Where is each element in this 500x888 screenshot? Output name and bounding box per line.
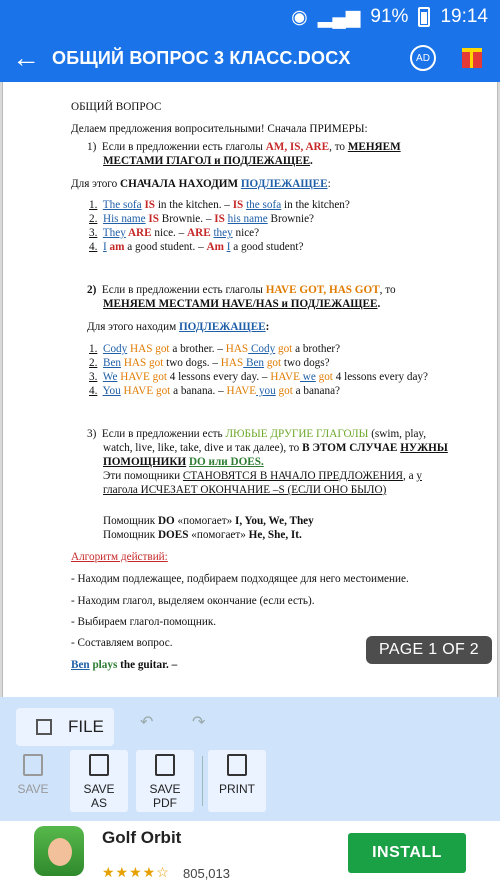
- algorithm-step-3: - Выбираем глагол-помощник.: [71, 616, 217, 628]
- rule-2-intro: Для этого находим ПОДЛЕЖАЩЕЕ:: [87, 321, 270, 333]
- save-as-button[interactable]: SAVE AS: [70, 750, 128, 812]
- helper-does: Помощник DOES «помогает» He, She, It.: [103, 529, 302, 541]
- document-title: ОБЩИЙ ВОПРОС 3 КЛАСС.DOCX: [52, 47, 351, 68]
- toolbar-divider: [202, 756, 203, 806]
- download-icon: [23, 754, 43, 776]
- back-arrow-icon[interactable]: ←: [12, 42, 40, 73]
- algorithm-title: Алгоритм действий:: [71, 551, 168, 563]
- algorithm-step-1: - Находим подлежащее, подбираем подходящее для него местоимение.: [71, 573, 409, 585]
- redo-icon[interactable]: ↷: [192, 714, 206, 731]
- clock: 19:14: [440, 6, 488, 27]
- doc-intro: Делаем предложения вопросительными! Сначала ПРИМЕРЫ:: [71, 123, 368, 135]
- file-tab-label: FILE: [68, 717, 104, 736]
- rule-3-line-1: 3) Если в предложении есть ЛЮБЫЕ ДРУГИЕ ГЛАГОЛЫ (swim, play,: [87, 428, 427, 440]
- example-last: Ben plays the guitar. –: [71, 659, 178, 671]
- example-2-1: 1. Cody HAS got a brother. – HAS Cody got a brother?: [89, 343, 341, 355]
- rule-3-line-4: Эти помощники СТАНОВЯТСЯ В НАЧАЛО ПРЕДЛОЖЕНИЯ, а у: [103, 470, 422, 482]
- save-pdf-button[interactable]: SAVE PDF: [136, 750, 194, 812]
- save-button[interactable]: SAVE: [4, 750, 62, 812]
- gift-icon[interactable]: [462, 48, 482, 68]
- rule-3-line-2: watch, live, like, take, dive и так далее), то В ЭТОМ СЛУЧАЕ НУЖНЫ: [103, 442, 448, 454]
- page-indicator: PAGE 1 OF 2: [366, 636, 492, 664]
- document-viewport[interactable]: [0, 82, 500, 697]
- doc-heading: ОБЩИЙ ВОПРОС: [71, 101, 162, 113]
- floppy-disk-icon: [89, 754, 109, 776]
- pdf-icon: [155, 754, 175, 776]
- undo-icon[interactable]: ↶: [140, 714, 154, 731]
- signal-icon: ▂▄▆: [317, 6, 361, 28]
- rating-count: 805,013: [183, 866, 230, 881]
- rule-1-intro: Для этого СНАЧАЛА НАХОДИМ ПОДЛЕЖАЩЕЕ:: [71, 178, 331, 190]
- example-1-4: 4. I am a good student. – Am I a good student?: [89, 241, 304, 253]
- document-page: [2, 82, 498, 697]
- golf-orbit-app-icon[interactable]: [34, 826, 84, 876]
- app-bar: [0, 34, 500, 82]
- rule-1-line-1: 1) Если в предложении есть глаголы AM, IS, ARE, то МЕНЯЕМ: [87, 141, 401, 153]
- rule-2-line-2: МЕНЯЕМ МЕСТАМИ HAVE/HAS и ПОДЛЕЖАЩЕЕ.: [103, 298, 381, 310]
- file-menu-icon: [36, 719, 52, 735]
- example-2-3: 3. We HAVE got 4 lessons every day. – HAVE we got 4 lessons every day?: [89, 371, 428, 383]
- ad-app-name[interactable]: Golf Orbit: [102, 828, 182, 847]
- status-bar: [0, 0, 500, 34]
- rule-3-line-3: ПОМОЩНИКИ DO или DOES.: [103, 456, 264, 468]
- algorithm-step-4: - Составляем вопрос.: [71, 637, 173, 649]
- battery-icon: [418, 7, 430, 27]
- install-button[interactable]: INSTALL: [348, 833, 466, 873]
- rating-stars-icon: ★★★★☆: [102, 864, 170, 880]
- example-1-2: 2. His name IS Brownie. – IS his name Brownie?: [89, 213, 315, 225]
- rule-3-line-5: глагола ИСЧЕЗАЕТ ОКОНЧАНИЕ –S (ЕСЛИ ОНО БЫЛО): [103, 484, 387, 496]
- algorithm-step-2: - Находим глагол, выделяем окончание (если есть).: [71, 595, 315, 607]
- printer-icon: [227, 754, 247, 776]
- ad-free-icon[interactable]: AD: [410, 45, 436, 71]
- rule-1-line-2: МЕСТАМИ ГЛАГОЛ и ПОДЛЕЖАЩЕЕ.: [103, 155, 313, 167]
- example-2-2: 2. Ben HAS got two dogs. – HAS Ben got two dogs?: [89, 357, 330, 369]
- helper-do: Помощник DO «помогает» I, You, We, They: [103, 515, 314, 527]
- print-button[interactable]: PRINT: [208, 750, 266, 812]
- example-2-4: 4. You HAVE got a banana. – HAVE you got a banana?: [89, 385, 341, 397]
- example-1-3: 3. They ARE nice. – ARE they nice?: [89, 227, 260, 239]
- wifi-icon: ◉: [291, 6, 308, 28]
- example-1-1: 1. The sofa IS in the kitchen. – IS the sofa in the kitchen?: [89, 199, 350, 211]
- battery-percent: 91%: [370, 6, 409, 27]
- rule-2-line-1: 2) Если в предложении есть глаголы HAVE GOT, HAS GOT, то: [87, 284, 396, 296]
- file-tab[interactable]: [16, 708, 114, 746]
